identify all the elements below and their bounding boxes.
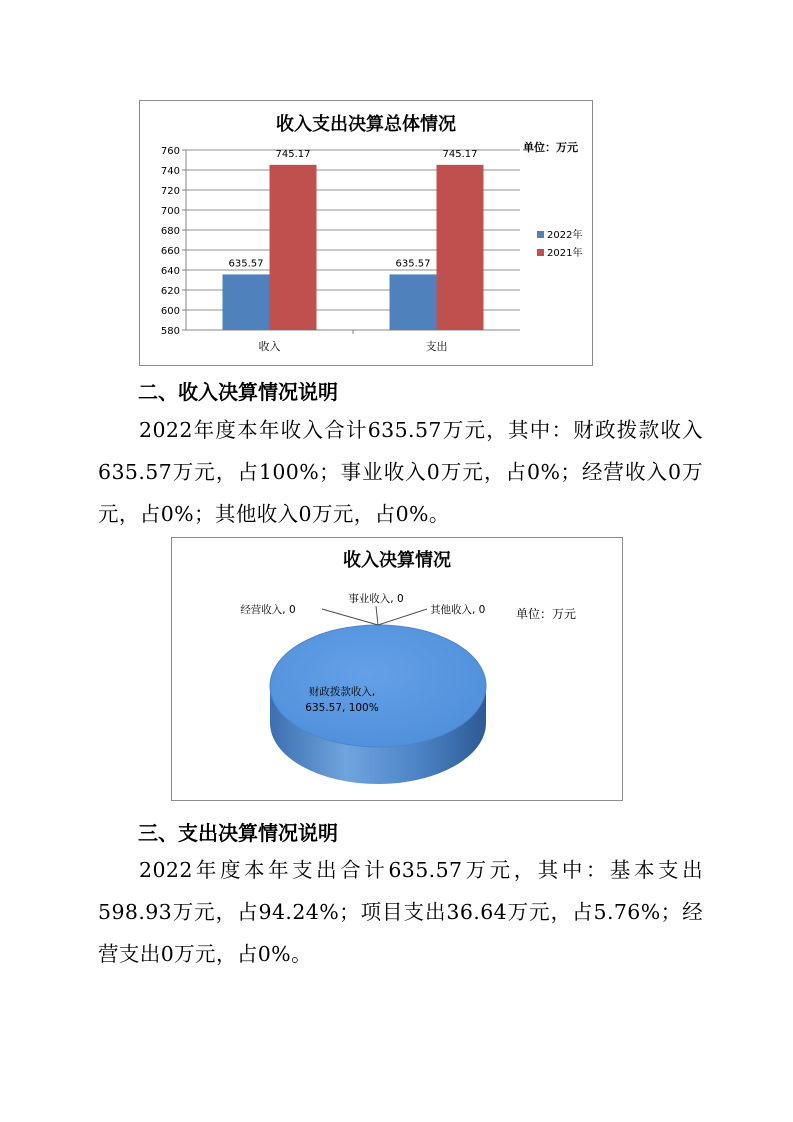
income-section-paragraph: 2022年度本年收入合计635.57万元，其中：财政拨款收入635.57万元，占100%；事业收入0万元，占0%；经营收入0万元，占0%；其他收入0万元，占0%。: [98, 418, 703, 526]
bar-category-label: 收入: [258, 340, 281, 353]
bar-y-tick-label: 660: [160, 246, 180, 257]
bar-y-tick-label: 740: [160, 166, 180, 177]
bar-2021年-收入: [270, 165, 317, 330]
pie-slice-label: 财政拨款收入,: [308, 686, 376, 698]
bar-y-tick-label: 620: [160, 286, 180, 297]
pie-chart: [172, 538, 622, 800]
pie-leader-line: [376, 606, 378, 625]
pie-leader-line: [322, 609, 378, 625]
pie-leader-line: [378, 609, 427, 625]
pie-slice-label: 事业收入, 0: [348, 593, 404, 605]
bar-category-label: 支出: [425, 340, 448, 353]
bar-chart: [140, 101, 592, 365]
bar-2021年-支出: [437, 165, 484, 330]
bar-y-tick-label: 580: [160, 326, 180, 337]
bar-chart-frame: [139, 100, 593, 366]
bar-2022年-收入: [223, 274, 270, 330]
bar-y-tick-label: 700: [160, 206, 180, 217]
bar-chart-title: 收入支出决算总体情况: [276, 114, 456, 135]
bar-data-label: 745.17: [275, 148, 311, 160]
pie-slice-label: 经营收入, 0: [240, 604, 296, 616]
pie-slice-财政拨款收入: [270, 625, 486, 747]
pie-slice-label: 其他收入, 0: [430, 604, 486, 616]
pie-slice-label: 635.57, 100%: [305, 702, 379, 714]
bar-y-tick-label: 680: [160, 226, 180, 237]
bar-y-tick-label: 640: [160, 266, 180, 277]
bar-chart-unit-label: 单位：万元: [523, 141, 578, 154]
expense-section-paragraph: 2022年度本年支出合计635.57万元，其中：基本支出598.93万元，占94.24%；项目支出36.64万元，占5.76%；经营支出0万元，占0%。: [98, 858, 703, 966]
legend-label: 2022年: [547, 230, 583, 241]
bar-y-tick-label: 720: [160, 186, 180, 197]
expense-section-heading: 三、支出决算情况说明: [138, 821, 338, 845]
pie-chart-frame: [171, 537, 623, 801]
bar-y-tick-label: 600: [160, 306, 180, 317]
bar-2022年-支出: [390, 274, 437, 330]
bar-data-label: 635.57: [395, 258, 431, 270]
pie-chart-unit-label: 单位：万元: [515, 607, 577, 621]
legend-swatch-2021年: [537, 249, 544, 256]
income-section-heading: 二、收入决算情况说明: [138, 380, 338, 404]
bar-data-label: 635.57: [228, 258, 264, 270]
legend-label: 2021年: [547, 248, 583, 259]
pie-chart-title: 收入决算情况: [343, 550, 451, 571]
bar-data-label: 745.17: [442, 148, 478, 160]
legend-swatch-2022年: [537, 231, 544, 238]
bar-y-tick-label: 760: [160, 146, 180, 157]
